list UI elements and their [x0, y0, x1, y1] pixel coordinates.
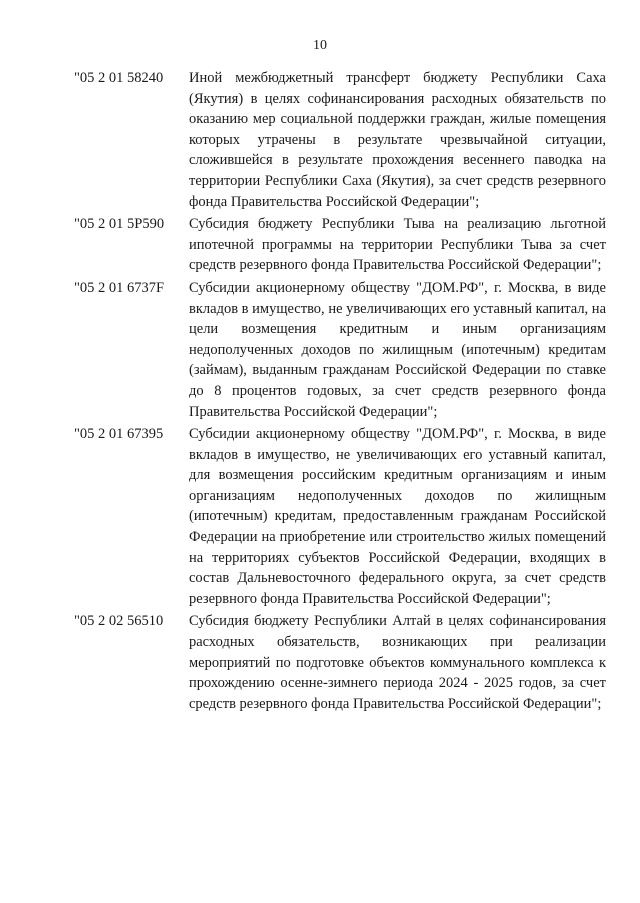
- budget-code-entry: [74, 68, 606, 212]
- budget-code-description: Субсидия бюджету Республики Алтай в целях софинансирования расходных обязательств, возникающих при реализации мероприятий по подготовке объектов коммунального комплекса к прохождению осенне-зимнего периода 2024 - 2025 годов, за счет средств резервного фонда Правительства Российской Федерации";: [189, 613, 606, 712]
- budget-code-entry: [74, 214, 606, 276]
- budget-code-description: Субсидии акционерному обществу "ДОМ.РФ", г. Москва, в виде вкладов в имущество, не увеличивающих его уставный капитал, для возмещения российским кредитным организациям и иным организациям недополученных доходов по жилищным (ипотечным) кредитам, предоставленным гражданам Российской Федерации на приобретение или строительство жилых помещений на территориях субъектов Российской Федерации, входящих в состав Дальневосточного федерального округа, за счет средств резервного фонда Правительства Российской Федерации";: [189, 426, 606, 607]
- budget-code-entry: [74, 611, 606, 714]
- budget-code-entry: [74, 424, 606, 609]
- budget-code-description: Субсидия бюджету Республики Тыва на реализацию льготной ипотечной программы на территории Республики Тыва за счет средств резервного фонда Правительства Российской Федерации";: [189, 216, 606, 274]
- budget-code-entry: [74, 278, 606, 422]
- budget-code: "05 2 01 58240: [74, 70, 164, 86]
- budget-code-description: Субсидии акционерному обществу "ДОМ.РФ", г. Москва, в виде вкладов в имущество, не увеличивающих его уставный капитал, на цели возмещения кредитным и иным организациям недополученных доходов по жилищным (ипотечным) кредитам (займам), выданным гражданам Российской Федерации по ставке до 8 процентов годовых, за счет средств резервного фонда Правительства Российской Федерации";: [189, 279, 606, 420]
- budget-code: "05 2 01 5P590: [74, 216, 165, 233]
- budget-code: "05 2 02 56510: [74, 613, 164, 630]
- budget-code-description: Иной межбюджетный трансферт бюджету Республики Саха (Якутия) в целях софинансирования расходных обязательств по оказанию мер социальной поддержки граждан, жилые помещения которых утрачены в результате чрезвычайной ситуации, сложившейся в результате прохождения весеннего паводка на территории Республики Саха (Якутия), за счет средств резервного фонда Правительства Российской Федерации";: [189, 70, 606, 210]
- page-number: 10: [313, 38, 327, 53]
- budget-code-list: [74, 68, 606, 716]
- budget-code: "05 2 01 6737F: [74, 279, 165, 296]
- budget-code: "05 2 01 67395: [74, 426, 164, 443]
